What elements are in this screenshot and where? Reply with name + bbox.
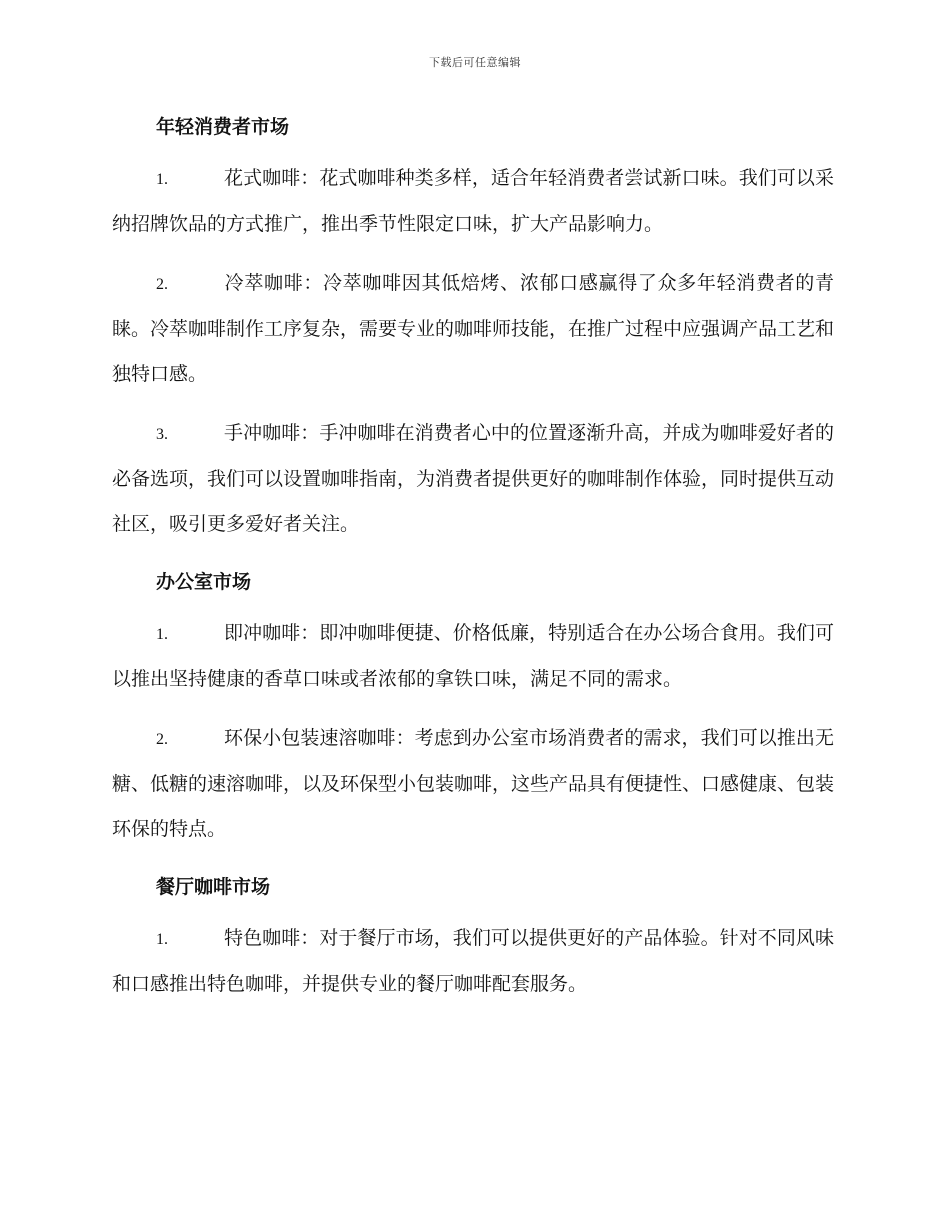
item-text: 手冲咖啡：手冲咖啡在消费者心中的位置逐渐升高，并成为咖啡爱好者的必备选项，我们可以设置咖啡指南，为消费者提供更好的咖啡制作体验，同时提供互动社区，吸引更多爱好者关注。: [112, 422, 835, 535]
page-header: 下载后可任意编辑: [429, 56, 521, 69]
item-text: 特色咖啡：对于餐厅市场，我们可以提供更好的产品体验。针对不同风味和口感推出特色咖啡，并提供专业的餐厅咖啡配套服务。: [112, 927, 834, 995]
list-item: [112, 716, 834, 852]
item-number: 1.: [156, 931, 168, 948]
item-number: 2.: [156, 731, 168, 748]
list-item: [112, 156, 834, 247]
item-number: 1.: [156, 626, 168, 643]
section-heading: 餐厅咖啡市场: [156, 876, 271, 898]
section-restaurant: [112, 872, 834, 1007]
section-heading: 办公室市场: [156, 571, 252, 593]
item-number: 3.: [156, 426, 168, 443]
list-item: [112, 611, 834, 702]
document-body: [112, 112, 834, 1007]
item-text: 即冲咖啡：即冲咖啡便捷、价格低廉，特别适合在办公场合食用。我们可以推出坚持健康的香草口味或者浓郁的拿铁口味，满足不同的需求。: [112, 622, 834, 690]
section-office: [112, 567, 834, 852]
item-number: 2.: [156, 276, 168, 293]
list-item: [112, 916, 834, 1007]
section-heading: 年轻消费者市场: [156, 116, 290, 138]
list-item: [112, 261, 834, 397]
item-text: 花式咖啡：花式咖啡种类多样，适合年轻消费者尝试新口味。我们可以采纳招牌饮品的方式推广，推出季节性限定口味，扩大产品影响力。: [112, 167, 834, 235]
list-item: [112, 411, 834, 547]
item-text: 冷萃咖啡：冷萃咖啡因其低焙烤、浓郁口感赢得了众多年轻消费者的青睐。冷萃咖啡制作工序复杂，需要专业的咖啡师技能，在推广过程中应强调产品工艺和独特口感。: [112, 272, 835, 385]
item-number: 1.: [156, 171, 168, 188]
item-text: 环保小包装速溶咖啡：考虑到办公室市场消费者的需求，我们可以推出无糖、低糖的速溶咖啡，以及环保型小包装咖啡，这些产品具有便捷性、口感健康、包装环保的特点。: [112, 727, 835, 840]
section-young-consumers: [112, 112, 834, 547]
